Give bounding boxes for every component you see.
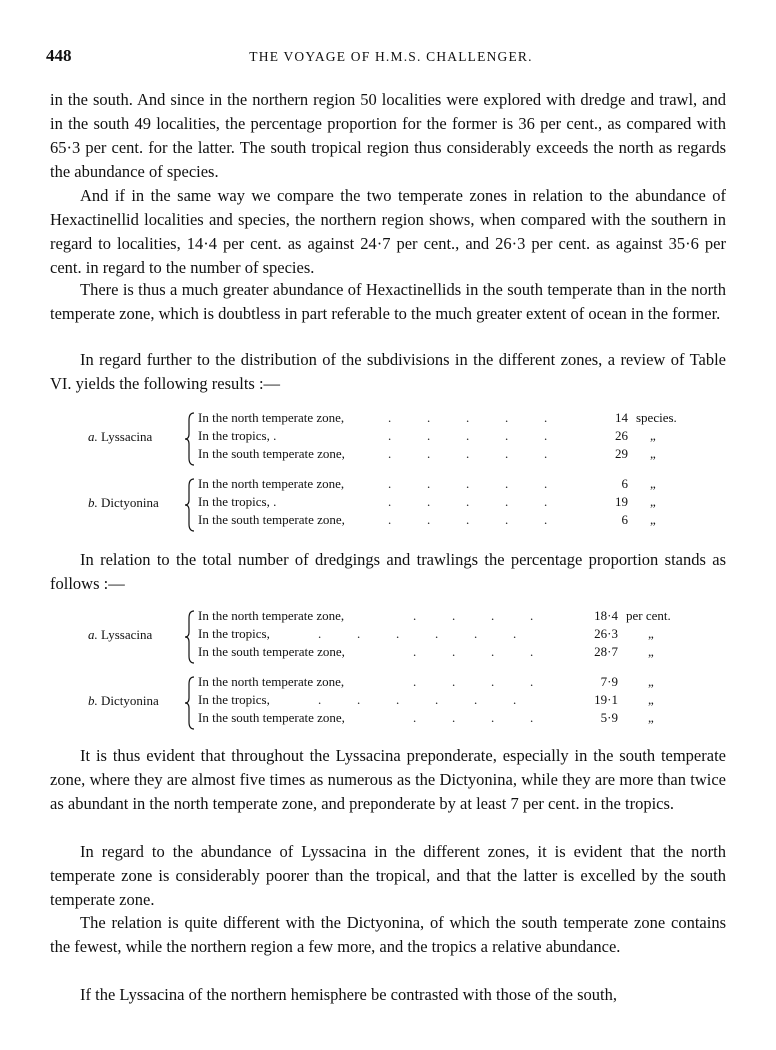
leader-dots: . . . . . [388, 428, 548, 443]
zone-label: In the tropics, . [198, 494, 277, 509]
group-name: Dictyonina [101, 495, 159, 510]
table-row [198, 494, 718, 512]
percent-value: 5·9 [600, 710, 618, 725]
percent-unit: „ [648, 674, 654, 689]
zone-label: In the tropics, [198, 626, 270, 641]
count-value: 29 [615, 446, 628, 461]
table-group-dictyonina [0, 674, 776, 734]
leader-dots: . . . . . [388, 446, 548, 461]
paragraph-3: There is thus a much greater abundance of Hexactinellids in the south temperate than in the north temperate zone, which is doubtless in part referable to the much greater extent of ocean in the former. [50, 280, 726, 323]
zone-label: In the south temperate zone, [198, 446, 345, 461]
paragraph-7: In regard to the abundance of Lyssacina in the different zones, it is evident that the north temperate zone is considerably poorer than the tropical, and that the latter is excelled by the south temperate zone. [50, 842, 726, 909]
paragraph-8: The relation is quite different with the Dictyonina, of which the south temperate zone contains the fewest, while the northern region a few more, and the tropics a relative abundance. [50, 913, 726, 956]
group-label [88, 627, 184, 643]
zone-label: In the tropics, . [198, 428, 277, 443]
leader-dots: . . . . [413, 674, 534, 689]
group-label [88, 693, 184, 709]
leader-dots: . . . . . . [318, 626, 517, 641]
count-unit: „ [650, 512, 656, 527]
group-name: Lyssacina [101, 429, 153, 444]
count-value: 19 [615, 494, 628, 509]
percent-value: 18·4 [594, 608, 618, 623]
group-name: Lyssacina [101, 627, 153, 642]
page-number: 448 [46, 46, 72, 65]
table-row [198, 608, 718, 626]
count-value: 6 [621, 476, 628, 491]
percent-unit: per cent. [626, 608, 671, 623]
group-name: Dictyonina [101, 693, 159, 708]
group-letter: a. [88, 627, 98, 642]
percent-value: 28·7 [594, 644, 618, 659]
table-row [198, 410, 718, 428]
curly-brace-icon [184, 610, 196, 664]
table-row [198, 428, 718, 446]
page-header [46, 46, 736, 70]
paragraph-1: in the south. And since in the northern region 50 localities were explored with dredge and trawl, and in the south 49 localities, the percentage proportion for the former is 36 per cent., as compared with 65·3 per cent. for the latter. The south tropical region thus considerably exceeds the north as regards the abundance of species. [50, 90, 726, 181]
leader-dots: . . . . . [388, 410, 548, 425]
count-unit: „ [650, 446, 656, 461]
table-row [198, 644, 718, 662]
curly-brace-icon [184, 478, 196, 532]
table-row [198, 476, 718, 494]
count-value: 26 [615, 428, 628, 443]
zone-label: In the north temperate zone, [198, 608, 345, 623]
paragraph-4: In regard further to the distribution of the subdivisions in the different zones, a review of Table VI. yields the following results :— [50, 350, 726, 393]
zone-label: In the south temperate zone, [198, 512, 345, 527]
percent-unit: „ [648, 692, 654, 707]
count-unit: „ [650, 476, 656, 491]
table-row [198, 512, 718, 530]
table-row [198, 626, 718, 644]
zone-label: In the north temperate zone, [198, 410, 345, 425]
group-letter: b. [88, 693, 98, 708]
percent-value: 26·3 [594, 626, 618, 641]
group-label [88, 495, 184, 511]
table-row [198, 710, 718, 728]
curly-brace-icon [184, 676, 196, 730]
leader-dots: . . . . . [388, 476, 548, 491]
leader-dots: . . . . . . [318, 692, 517, 707]
paragraph-2: And if in the same way we compare the two temperate zones in relation to the abundance of Hexactinellid localities and species, the northern region shows, when compared with the southern in regard to localities, 14·4 per cent. as against 24·7 per cent., and 26·3 per cent. as against 35·6 per cent. in regard to the number of species. [50, 186, 726, 277]
paragraph-9: If the Lyssacina of the northern hemisphere be contrasted with those of the south, [80, 985, 618, 1004]
count-unit: „ [650, 494, 656, 509]
leader-dots: . . . . [413, 608, 534, 623]
zone-label: In the south temperate zone, [198, 710, 345, 725]
zone-label: In the tropics, [198, 692, 270, 707]
running-title: THE VOYAGE OF H.M.S. CHALLENGER. [249, 49, 533, 64]
table-group-lyssacina [0, 410, 776, 470]
count-value: 6 [621, 512, 628, 527]
paragraph-6: It is thus evident that throughout the Lyssacina preponderate, especially in the south temperate zone, where they are almost five times as numerous as the Dictyonina, while they are more than twice as abundant in the north temperate zone, and preponderate by at least 7 per cent. in the tropics. [50, 746, 726, 813]
percent-unit: „ [648, 710, 654, 725]
table-row [198, 692, 718, 710]
leader-dots: . . . . [413, 710, 534, 725]
percent-unit: „ [648, 626, 654, 641]
table-group-dictyonina [0, 476, 776, 536]
count-value: 14 [615, 410, 628, 425]
table-row [198, 674, 718, 692]
count-unit: „ [650, 428, 656, 443]
leader-dots: . . . . [413, 644, 534, 659]
group-letter: b. [88, 495, 98, 510]
count-unit: species. [636, 410, 677, 425]
percent-value: 7·9 [600, 674, 618, 689]
zone-label: In the south temperate zone, [198, 644, 345, 659]
table-group-lyssacina [0, 608, 776, 668]
percent-unit: „ [648, 644, 654, 659]
zone-label: In the north temperate zone, [198, 476, 345, 491]
leader-dots: . . . . . [388, 512, 548, 527]
leader-dots: . . . . . [388, 494, 548, 509]
zone-label: In the north temperate zone, [198, 674, 345, 689]
curly-brace-icon [184, 412, 196, 466]
table-row [198, 446, 718, 464]
group-letter: a. [88, 429, 98, 444]
percent-value: 19·1 [594, 692, 618, 707]
paragraph-5: In relation to the total number of dredgings and trawlings the percentage proportion stands as follows :— [50, 550, 726, 593]
group-label [88, 429, 184, 445]
